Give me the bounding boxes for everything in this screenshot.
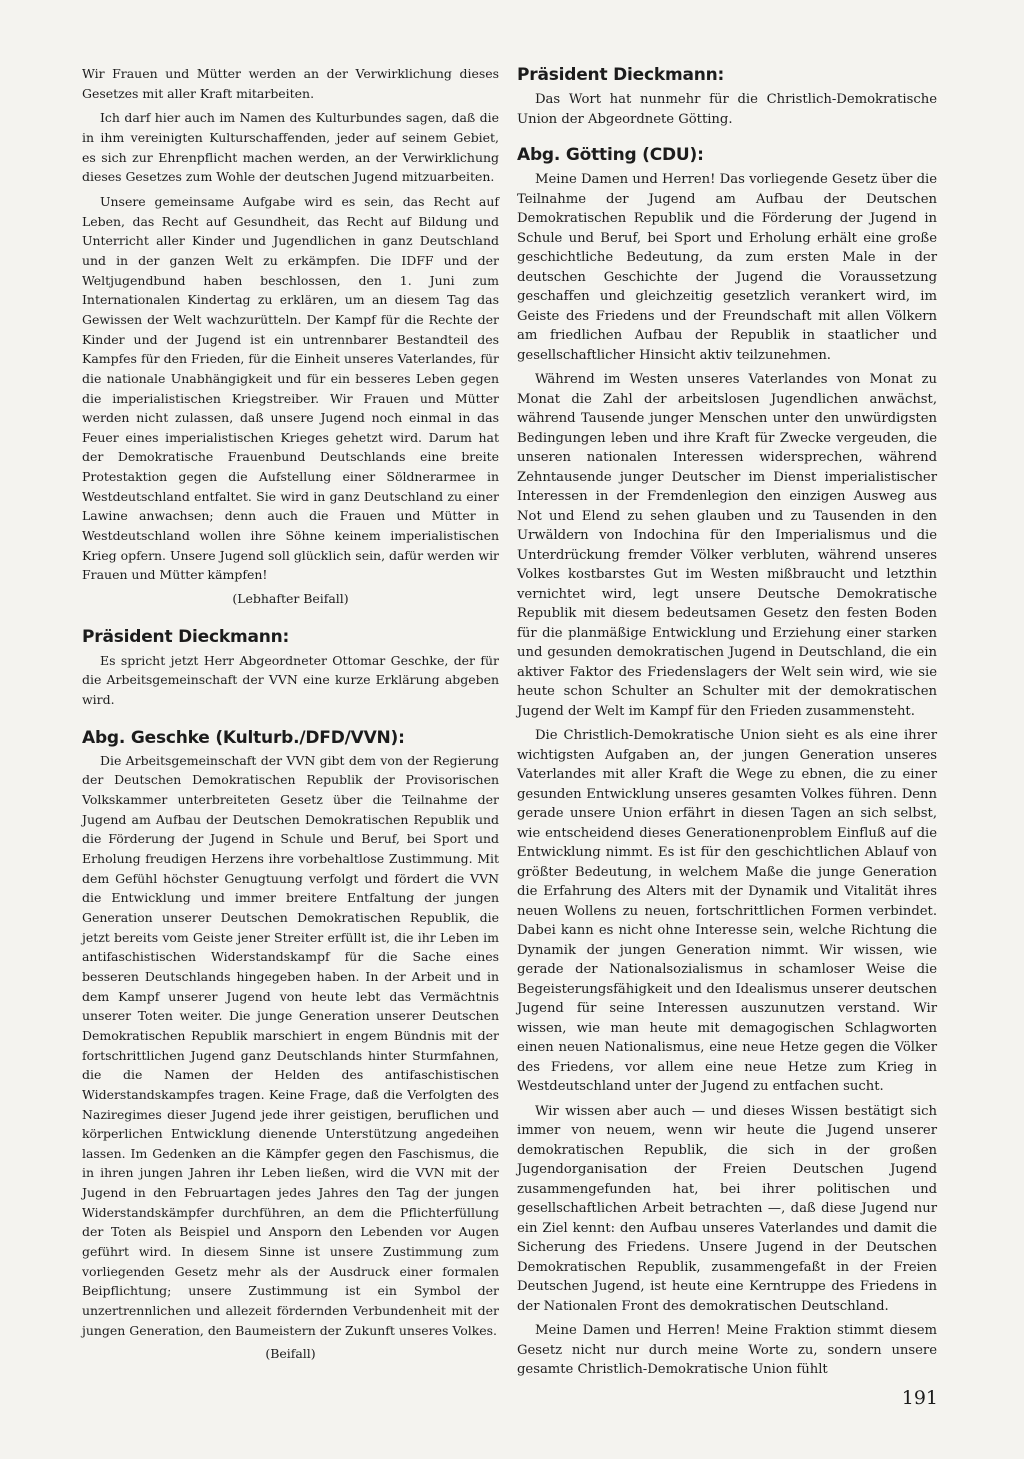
page-number: 191	[901, 1387, 938, 1409]
paragraph: Wir Frauen und Mütter werden an der Verwirklichung dieses Gesetzes mit aller Kraft mitarbeiten.	[82, 66, 499, 101]
paragraph: Ich darf hier auch im Namen des Kulturbundes sagen, daß die in ihm vereinigten Kulturschaffenden, jeder auf seinem Gebiet, es sich zur Ehrenpflicht machen werden, an der Verwirklichung dieses Gesetzes zum Wohle der deutschen Jugend mitzuarbeiten.	[82, 110, 499, 185]
paragraph: Meine Damen und Herren! Meine Fraktion stimmt diesem Gesetz nicht nur durch meine Worte zu, sondern unsere gesamte Christlich-Demokratische Union fühlt	[517, 1323, 937, 1377]
applause-note: (Lebhafter Beifall)	[232, 591, 349, 607]
speaker-heading: Präsident Dieckmann:	[517, 65, 725, 85]
paragraph: Die Christlich-Demokratische Union sieht es als eine ihrer wichtigsten Aufgaben an, der jungen Generation unseres Vaterlandes mit aller Kraft die Wege zu ebnen, die zu einer gesunden Entwicklung unseres gesamten Volkes führen. Denn gerade unsere Union erfährt in diesen Tagen an sich selbst, wie entscheidend dieses Generationenproblem Einfluß auf die Entwicklung nimmt. Es ist für den geschichtlichen Ablauf von größter Bedeutung, in welchem Maße die junge Generation die Erfahrung des Alters mit der Dynamik und Vitalität ihres neuen Wollens zu neuen, fortschrittlichen Formen verbindet. Dabei kann es nicht ohne Interesse sein, welche Richtung die Dynamik der jungen Generation nimmt. Wir wissen, wie gerade der Nationalsozialismus in schamloser Weise die Begeisterungsfähigkeit und den Idealismus unserer deutschen Jugend für seine Interessen auszunutzen verstand. Wir wissen, wie man heute mit demagogischen Schlagworten einen neuen Nationalismus, eine neue Hetze gegen die Völker des Friedens, vor allem eine neue Hetze zum Krieg in Westdeutschland unter der Jugend zu entfachen sucht.	[517, 728, 937, 1094]
right-column	[517, 64, 937, 1380]
paragraph: Die Arbeitsgemeinschaft der VVN gibt dem von der Regierung der Deutschen Demokratischen Republik der Provisorischen Volkskammer unterbreiteten Gesetz über die Teilnahme der Jugend am Aufbau der Deutschen Demokratischen Republik und die Förderung der Jugend in Schule und Beruf, bei Sport und Erholung freudigen Herzens ihre vorbehaltlose Zustimmung. Mit dem Gefühl höchster Genugtuung verfolgt und fördert die VVN die Entwicklung und immer breitere Entfaltung der jungen Generation unserer Deutschen Demokratischen Republik, die jetzt bereits vom Geiste jener Streiter erfüllt ist, die ihr Leben im antifaschistischen Widerstandskampf für die Sache eines besseren Deutschlands hingegeben haben. In der Arbeit und in dem Kampf unserer Jugend von heute lebt das Vermächtnis unserer Toten weiter. Die junge Generation unserer Deutschen Demokratischen Republik marschiert in engem Bündnis mit der fortschrittlichen Jugend ganz Deutschlands hinter Sturmfahnen, die die Namen der Helden des antifaschistischen Widerstandskampfes tragen. Keine Frage, daß die Verfolgten des Naziregimes dieser Jugend jede ihrer geistigen, beruflichen und körperlichen Entwicklung dienende Unterstützung angedeihen lassen. Im Gedenken an die Kämpfer gegen den Faschismus, die in ihren jungen Jahren ihr Leben ließen, wird die VVN mit der Jugend in den Februartagen jedes Jahres den Tag der jungen Widerstandskämpfer durchführen, an dem die Pflichterfüllung der Toten als Beispiel und Ansporn den Lebenden vor Augen geführt wird. In diesem Sinne ist unsere Zustimmung zum vorliegenden Gesetz mehr als der Ausdruck einer formalen Beipflichtung; unsere Zustimmung ist ein Symbol der unzertrennlichen und allezeit fördernden Verbundenheit mit der jungen Generation, den Baumeistern der Zukunft unseres Volkes.	[82, 752, 499, 1338]
paragraph: Meine Damen und Herren! Das vorliegende Gesetz über die Teilnahme der Jugend am Aufbau der Deutschen Demokratischen Republik und die Förderung der Jugend in Schule und Beruf, bei Sport und Erholung erhält eine große geschichtliche Bedeutung, da zum ersten Male in der deutschen Geschichte der Jugend die Voraussetzung geschaffen und gleichzeitig gesetzlich verankert wird, im Geiste des Friedens und der Freundschaft mit allen Völkern am friedlichen Aufbau der Republik in staatlicher und gesellschaftlicher Hinsicht aktiv teilzunehmen.	[517, 172, 937, 363]
paragraph: Unsere gemeinsame Aufgabe wird es sein, das Recht auf Leben, das Recht auf Gesundheit, das Recht auf Bildung und Unterricht aller Kinder und Jugendlichen in ganz Deutschland und in der ganzen Welt zu erkämpfen. Die IDFF und der Weltjugendbund haben beschlossen, den 1. Juni zum Internationalen Kindertag zu erklären, um an diesem Tag das Gewissen der Welt wachzurütteln. Der Kampf für die Rechte der Kinder und der Jugend ist ein untrennbarer Bestandteil des Kampfes für den Frieden, für die Einheit unseres Vaterlandes, für die nationale Unabhängigkeit und für ein besseres Leben gegen die imperialistischen Kriegstreiber. Wir Frauen und Mütter werden nicht zulassen, daß unsere Jugend noch einmal in das Feuer eines imperialistischen Krieges gehetzt wird. Darum hat der Demokratische Frauenbund Deutschlands eine breite Protestaktion gegen die Aufstellung einer Söldnerarmee in Westdeutschland entfaltet. Sie wird in ganz Deutschland zu einer Lawine anwachsen; denn auch die Frauen und Mütter in Westdeutschland wollen ihre Söhne keinem imperialistischen Krieg opfern. Unsere Jugend soll glücklich sein, dafür werden wir Frauen und Mütter kämpfen!	[82, 193, 499, 583]
speaker-heading: Abg. Götting (CDU):	[517, 145, 704, 165]
paragraph: Es spricht jetzt Herr Abgeordneter Ottomar Geschke, der für die Arbeitsgemeinschaft der VVN eine kurze Erklärung abgeben wird.	[82, 652, 499, 708]
applause-note: (Beifall)	[265, 1346, 316, 1362]
paragraph: Wir wissen aber auch — und dieses Wissen bestätigt sich immer von neuem, wenn wir heute die Jugend unserer demokratischen Republik, die sich in der großen Jugendorganisation der Freien Deutschen Jugend zusammengefunden hat, bei ihrer politischen und gesellschaftlichen Arbeit betrachten —, daß diese Jugend nur ein Ziel kennt: den Aufbau unseres Vaterlandes und damit die Sicherung des Friedens. Unsere Jugend in der Deutschen Demokratischen Republik, zusammengefaßt in der Freien Deutschen Jugend, ist heute eine Kerntruppe des Friedens in der Nationalen Front des demokratischen Deutschland.	[517, 1103, 937, 1314]
left-column	[82, 64, 499, 1364]
paragraph: Während im Westen unseres Vaterlandes von Monat zu Monat die Zahl der arbeitslosen Jugendlichen anwächst, während Tausende junger Menschen unter den unwürdigsten Bedingungen leben und ihre Kraft für Zwecke vergeuden, die unseren nationalen Interessen widersprechen, während Zehntausende junger Deutscher im Dienst imperialistischer Interessen in der Fremdenlegion den einzigen Ausweg aus Not und Elend zu sehen glauben und zu Tausenden in den Urwäldern von Indochina für den Imperialismus und die Unterdrückung fremder Völker verbluten, während unseres Volkes kostbarstes Gut im Westen mißbraucht und letzthin vernichtet wird, legt unsere Deutsche Demokratische Republik mit diesem bedeutsamen Gesetz den festen Boden für die planmäßige Entwicklung und Erziehung einer starken und gesunden demokratischen Jugend in Deutschland, die ein aktiver Faktor des Friedenslagers der Welt sein wird, wie sie heute schon Schulter an Schulter mit der demokratischen Jugend der Welt im Kampf für den Frieden zusammensteht.	[517, 372, 937, 719]
paragraph: Das Wort hat nunmehr für die Christlich-Demokratische Union der Abgeordnete Götting.	[517, 92, 937, 127]
speaker-heading: Abg. Geschke (Kulturb./DFD/VVN):	[82, 727, 405, 748]
speaker-heading: Präsident Dieckmann:	[82, 626, 290, 647]
